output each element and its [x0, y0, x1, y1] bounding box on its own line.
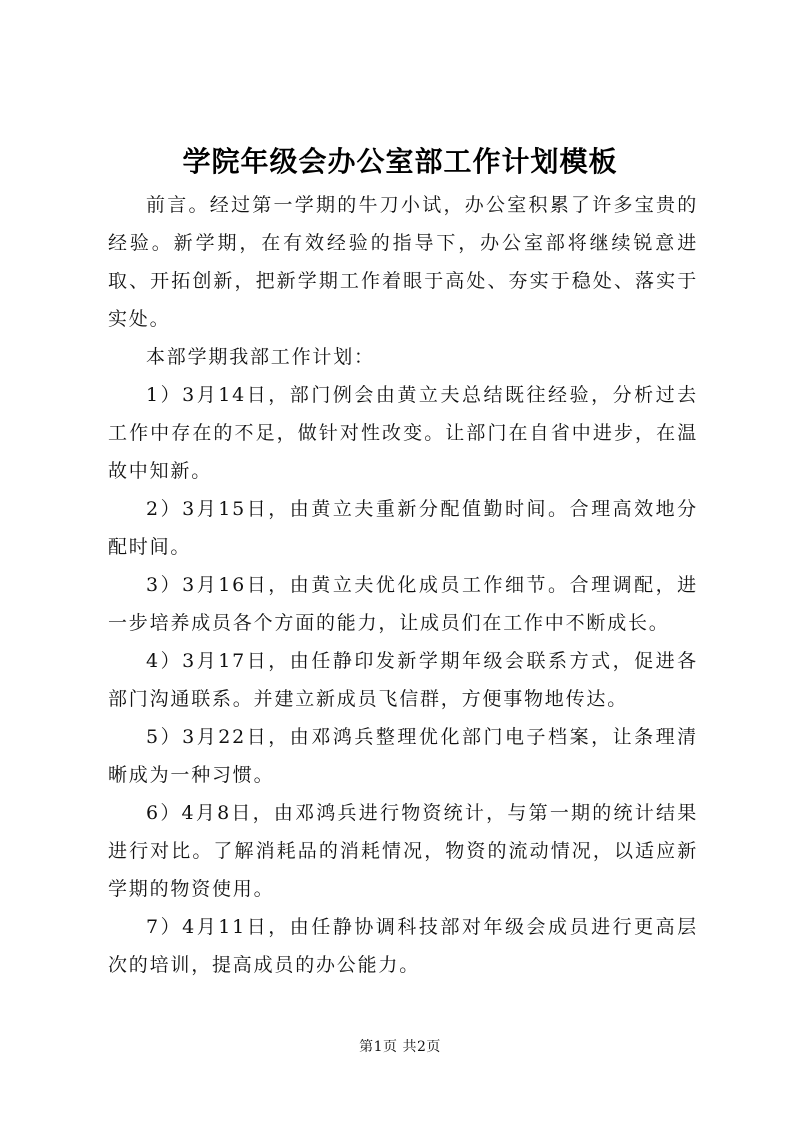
- paragraph-item-4: 4）3月17日，由任静印发新学期年级会联系方式，促进各部门沟通联系。并建立新成员飞信群，方便事物地传达。: [108, 650, 698, 710]
- page-number-footer: 第1页 共2页: [359, 1039, 441, 1055]
- document-body: [108, 186, 698, 984]
- paragraph-plan-intro: 本部学期我部工作计划：: [146, 346, 375, 368]
- document-title: 学院年级会办公室部工作计划模板: [182, 145, 618, 178]
- paragraph-item-7: 7）4月11日，由任静协调科技部对年级会成员进行更高层次的培训，提高成员的办公能力。: [108, 916, 698, 976]
- paragraph-item-5: 5）3月22日，由邓鸿兵整理优化部门电子档案，让条理清晰成为一种习惯。: [108, 726, 698, 786]
- paragraph-item-2: 2）3月15日，由黄立夫重新分配值勤时间。合理高效地分配时间。: [108, 498, 698, 558]
- paragraph-preface: 前言。经过第一学期的牛刀小试，办公室积累了许多宝贵的经验。新学期，在有效经验的指导下，办公室部将继续锐意进取、开拓创新，把新学期工作着眼于高处、夯实于稳处、落实于实处。: [108, 194, 698, 330]
- paragraph-item-3: 3）3月16日，由黄立夫优化成员工作细节。合理调配，进一步培养成员各个方面的能力，让成员们在工作中不断成长。: [108, 574, 698, 634]
- paragraph-item-6: 6）4月8日，由邓鸿兵进行物资统计，与第一期的统计结果进行对比。了解消耗品的消耗情况，物资的流动情况，以适应新学期的物资使用。: [108, 802, 698, 900]
- paragraph-item-1: 1）3月14日，部门例会由黄立夫总结既往经验，分析过去工作中存在的不足，做针对性改变。让部门在自省中进步，在温故中知新。: [108, 384, 698, 482]
